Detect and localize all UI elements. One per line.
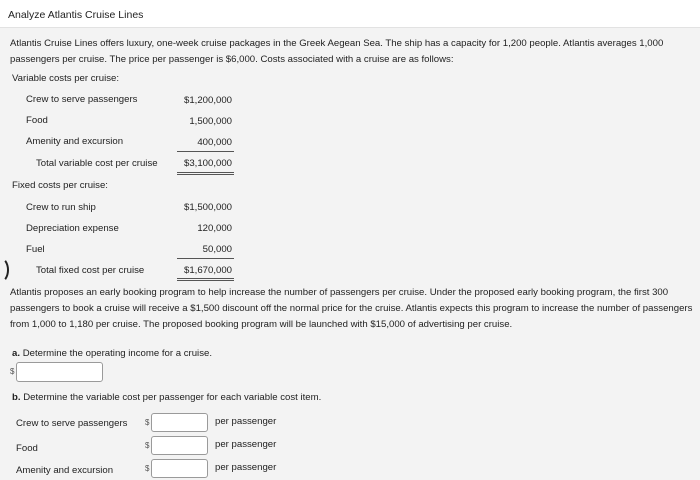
fixed-cost-label: Depreciation expense xyxy=(26,223,119,234)
total-double-rule xyxy=(177,280,234,281)
intro-paragraph: Atlantis Cruise Lines offers luxury, one-week cruise packages in the Greek Aegean Sea. The ship has a capacity for 1,200 people. Atlantis averages 1,000 passengers per cruise. The price per passenger is $6,000. Costs associated with a cruise are as follows: xyxy=(10,38,664,65)
fixed-total-label: Total fixed cost per cruise xyxy=(36,265,145,276)
amenity-per-passenger-input[interactable] xyxy=(151,459,208,478)
variable-total-amount: $3,100,000 xyxy=(183,158,232,169)
operating-income-input[interactable] xyxy=(16,362,103,382)
window-title: Analyze Atlantis Cruise Lines xyxy=(8,9,144,21)
question-b-text: Determine the variable cost per passenger for each variable cost item. xyxy=(23,392,322,403)
total-double-rule xyxy=(177,174,234,175)
unit-label: per passenger xyxy=(215,439,277,450)
question-b xyxy=(12,392,321,403)
proposal-paragraph: Atlantis proposes an early booking program to help increase the number of passengers per cruise. Under the proposed early booking program, the first 300 passengers to book a cruise will receive a $1,500 discount off the normal price for the cruise. Atlantis expects this program to increase the number of passengers from 1,000 to 1,180 per cruise. The proposed booking program will be launched with $15,000 of advertising per cruise. xyxy=(10,287,693,330)
currency-symbol: $ xyxy=(10,367,15,376)
currency-symbol: $ xyxy=(145,441,150,450)
variable-cost-label: Amenity and excursion xyxy=(26,136,124,147)
subtotal-rule xyxy=(177,151,234,152)
fixed-cost-label: Fuel xyxy=(26,244,45,255)
total-double-rule xyxy=(177,278,234,279)
unit-label: per passenger xyxy=(215,416,277,427)
total-double-rule xyxy=(177,172,234,173)
title-bar xyxy=(0,0,700,28)
variable-cost-label: Food xyxy=(26,115,48,126)
variable-costs-heading: Variable costs per cruise: xyxy=(12,73,119,84)
currency-symbol: $ xyxy=(145,464,150,473)
crew-per-passenger-input[interactable] xyxy=(151,413,208,432)
unit-label: per passenger xyxy=(215,462,277,473)
fixed-cost-label: Crew to run ship xyxy=(26,202,96,213)
fixed-cost-amount: $1,500,000 xyxy=(183,202,232,213)
food-per-passenger-input[interactable] xyxy=(151,436,208,455)
variable-cost-amount: $1,200,000 xyxy=(183,95,232,106)
problem-content xyxy=(0,28,700,480)
fixed-total-amount: $1,670,000 xyxy=(183,265,232,276)
question-a xyxy=(12,348,212,359)
question-a-text: Determine the operating income for a cruise. xyxy=(22,348,212,359)
currency-symbol: $ xyxy=(145,418,150,427)
variable-cost-amount: 1,500,000 xyxy=(189,116,232,127)
answer-row-label: Crew to serve passengers xyxy=(16,418,128,429)
variable-cost-amount: 400,000 xyxy=(197,137,232,148)
variable-cost-label: Crew to serve passengers xyxy=(26,94,138,105)
fixed-cost-amount: 120,000 xyxy=(197,223,232,234)
fixed-costs-heading: Fixed costs per cruise: xyxy=(12,180,108,191)
fixed-cost-amount: 50,000 xyxy=(202,244,232,255)
question-b-prefix: b. xyxy=(12,392,21,403)
answer-row-label: Food xyxy=(16,443,38,454)
collapse-arc-icon xyxy=(0,257,9,283)
subtotal-rule xyxy=(177,258,234,259)
variable-total-label: Total variable cost per cruise xyxy=(36,158,158,169)
answer-row-label: Amenity and excursion xyxy=(16,465,114,476)
question-a-prefix: a. xyxy=(12,348,21,359)
